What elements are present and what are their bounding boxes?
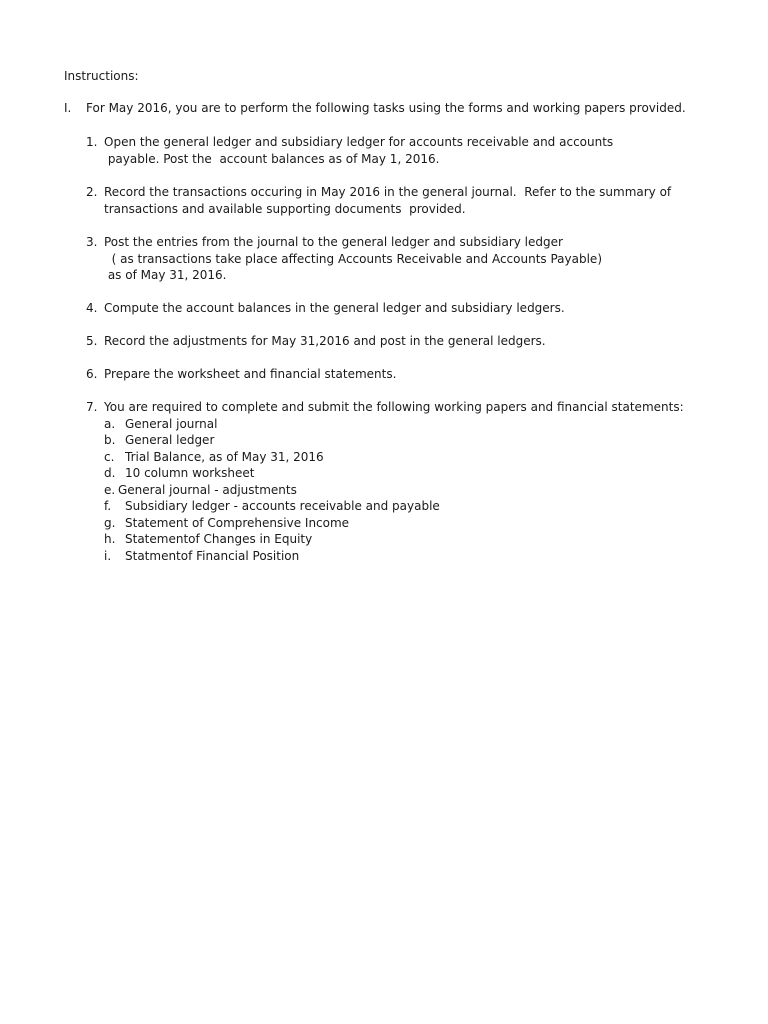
subitem-text: Statement of Comprehensive Income (125, 516, 350, 530)
section-number: I. (64, 101, 72, 115)
step-text-line: Record the transactions occuring in May 2016 in the general journal. Refer to the summary of (104, 185, 672, 199)
step-number: 5. (86, 334, 98, 348)
step-text-line: Record the adjustments for May 31,2016 and post in the general ledgers. (104, 334, 546, 348)
subitem-letter: e. (104, 483, 116, 497)
subitem-text: Statementof Changes in Equity (125, 532, 313, 546)
subitem-letter: i. (104, 549, 112, 563)
step-text-line: Prepare the worksheet and financial statements. (104, 367, 397, 381)
step-number: 4. (86, 301, 98, 315)
instructions-heading: Instructions: (64, 69, 139, 83)
subitem-text: 10 column worksheet (125, 466, 255, 480)
step-number: 2. (86, 185, 98, 199)
subitem-text: General journal (125, 417, 218, 431)
subitem-text: Statmentof Financial Position (125, 549, 300, 563)
step-text-line: ( as transactions take place affecting Accounts Receivable and Accounts Payable) (104, 252, 602, 266)
step-text-line: Open the general ledger and subsidiary ledger for accounts receivable and accounts (104, 135, 614, 149)
step-text-line: Compute the account balances in the general ledger and subsidiary ledgers. (104, 301, 565, 315)
step-number: 6. (86, 367, 98, 381)
subitem-text: Subsidiary ledger - accounts receivable and payable (125, 499, 440, 513)
step-text-line: payable. Post the account balances as of May 1, 2016. (104, 152, 440, 166)
subitem-text: General ledger (125, 433, 215, 447)
subitem-letter: g. (104, 516, 116, 530)
subitem-letter: d. (104, 466, 116, 480)
subitem-letter: h. (104, 532, 116, 546)
subitem-letter: b. (104, 433, 116, 447)
section-text: For May 2016, you are to perform the following tasks using the forms and working papers provided. (86, 101, 686, 115)
step-number: 7. (86, 400, 98, 414)
step-text-line: You are required to complete and submit the following working papers and financial statements: (104, 400, 684, 414)
subitem-letter: a. (104, 417, 116, 431)
subitem-text: Trial Balance, as of May 31, 2016 (125, 450, 324, 464)
step-text-line: as of May 31, 2016. (104, 268, 227, 282)
step-number: 3. (86, 235, 98, 249)
step-number: 1. (86, 135, 98, 149)
subitem-text: General journal - adjustments (118, 483, 297, 497)
step-text-line: transactions and available supporting documents provided. (104, 202, 466, 216)
subitem-letter: c. (104, 450, 115, 464)
subitem-letter: f. (104, 499, 112, 513)
step-text-line: Post the entries from the journal to the general ledger and subsidiary ledger (104, 235, 563, 249)
